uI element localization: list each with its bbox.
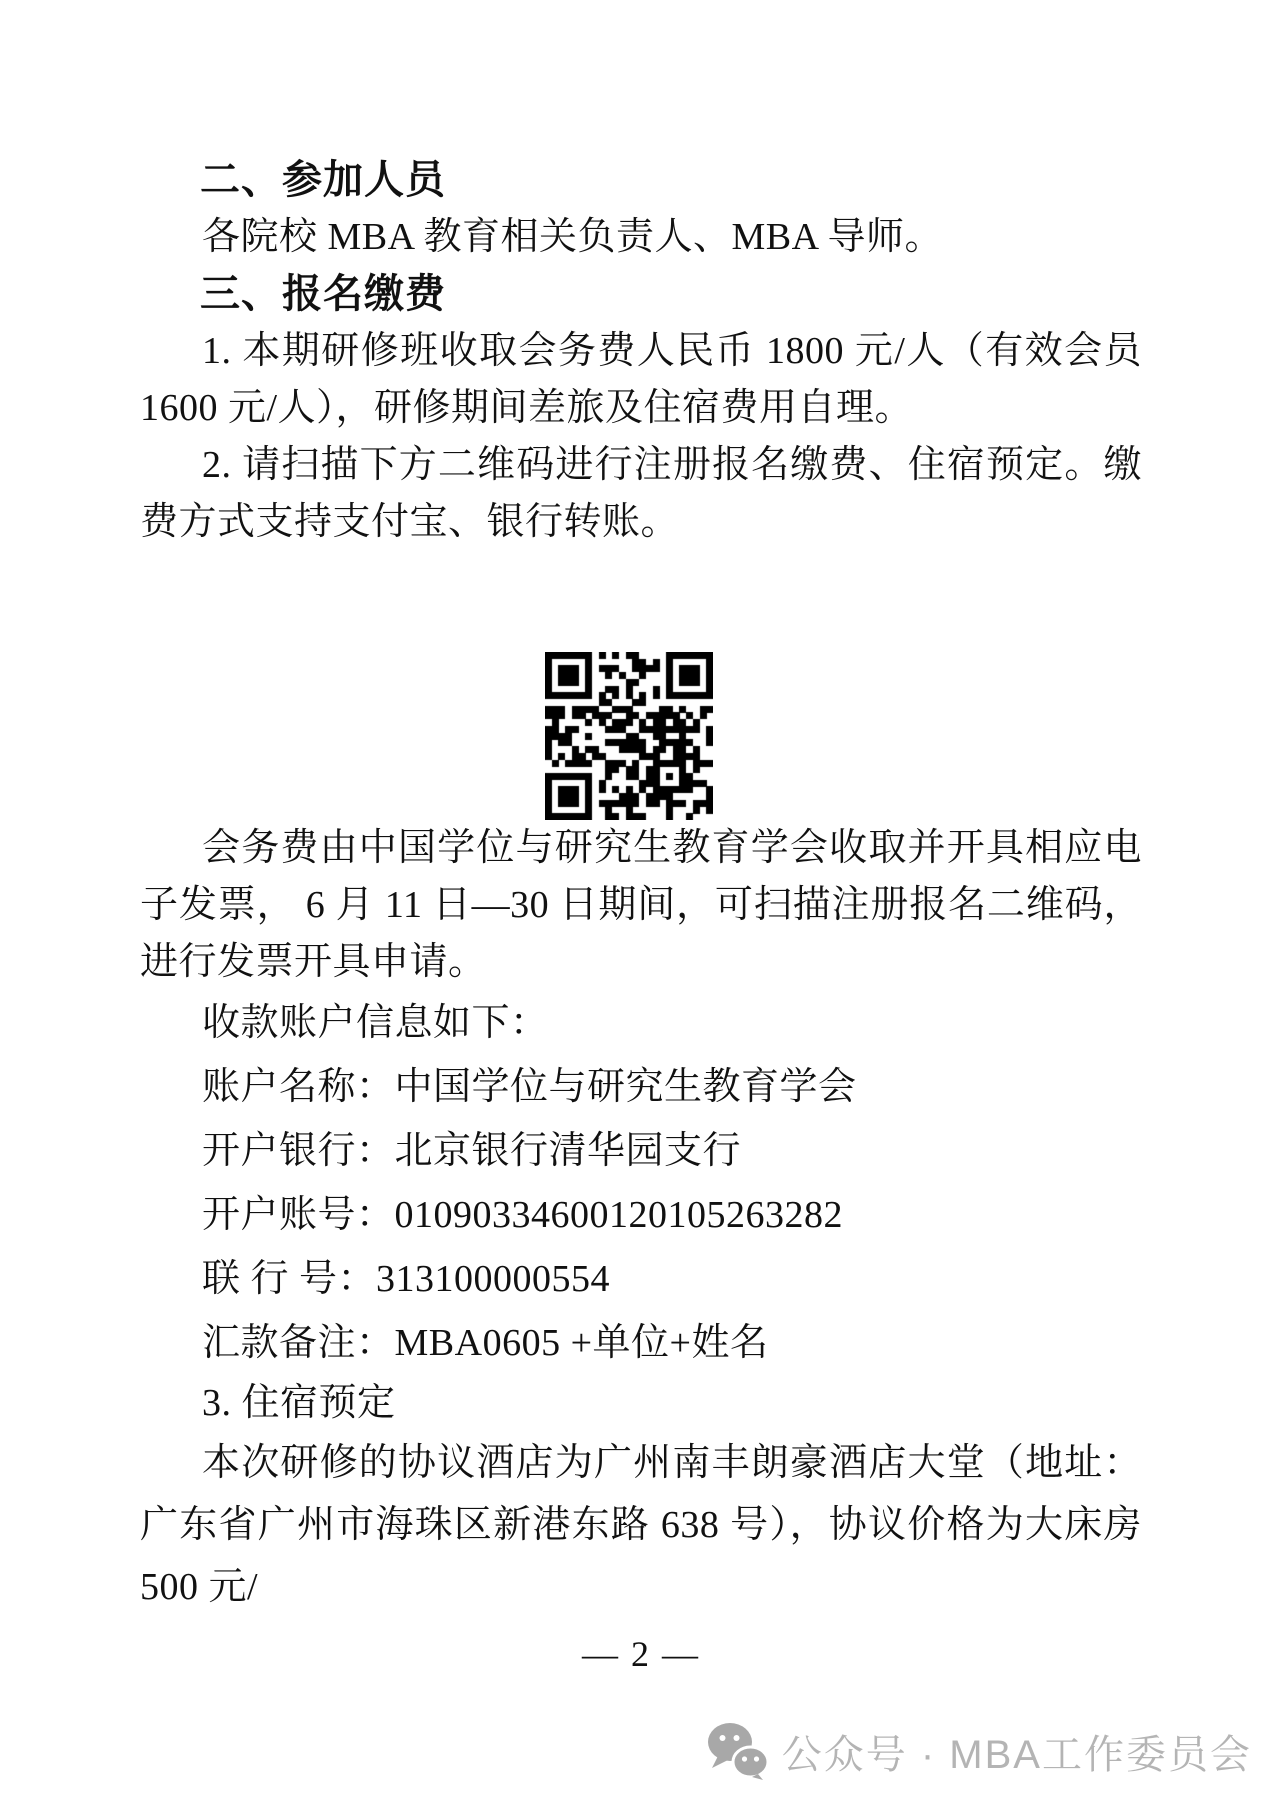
paragraph-qr-instruction: 2. 请扫描下方二维码进行注册报名缴费、住宿预定。缴费方式支持支付宝、银行转账。: [140, 444, 1142, 543]
qr-code-image: [545, 652, 713, 820]
watermark-footer: [706, 1722, 1252, 1780]
qr-code: [545, 652, 713, 820]
paragraph-hotel-heading: 3. 住宿预定: [202, 1382, 396, 1424]
document-body: [140, 0, 1142, 1676]
section-heading-participants: 二、参加人员: [200, 158, 446, 202]
paragraph-invoice: 会务费由中国学位与研究生教育学会收取并开具相应电子发票， 6 月 11 日—30 日期间，可扫描注册报名二维码，进行发票开具申请。: [140, 827, 1142, 983]
paragraph-account-intro: 收款账户信息如下：: [202, 1002, 549, 1044]
watermark-text: 公众号 · MBA工作委员会: [781, 1732, 1252, 1777]
remittance-memo-line: 汇款备注：MBA0605 +单位+姓名: [202, 1322, 769, 1364]
bank-branch-code-line: 联 行 号：313100000554: [202, 1258, 611, 1300]
section-heading-registration: 三、报名缴费: [200, 272, 446, 316]
bank-name-line: 开户银行：北京银行清华园支行: [202, 1130, 742, 1172]
account-name-line: 账户名称：中国学位与研究生教育学会: [202, 1066, 857, 1108]
paragraph-fee: 1. 本期研修班收取会务费人民币 1800 元/人（有效会员 1600 元/人），研修期间差旅及住宿费用自理。: [140, 330, 1142, 429]
wechat-icon: [706, 1722, 770, 1780]
account-number-line: 开户账号：01090334600120105263282: [202, 1194, 844, 1236]
paragraph-participants: 各院校 MBA 教育相关负责人、MBA 导师。: [202, 216, 943, 258]
paragraph-hotel: 本次研修的协议酒店为广州南丰朗豪酒店大堂（地址：广东省广州市海珠区新港东路 638 号），协议价格为大床房 500 元/: [140, 1442, 1142, 1608]
page-number: — 2 —: [582, 1634, 700, 1674]
